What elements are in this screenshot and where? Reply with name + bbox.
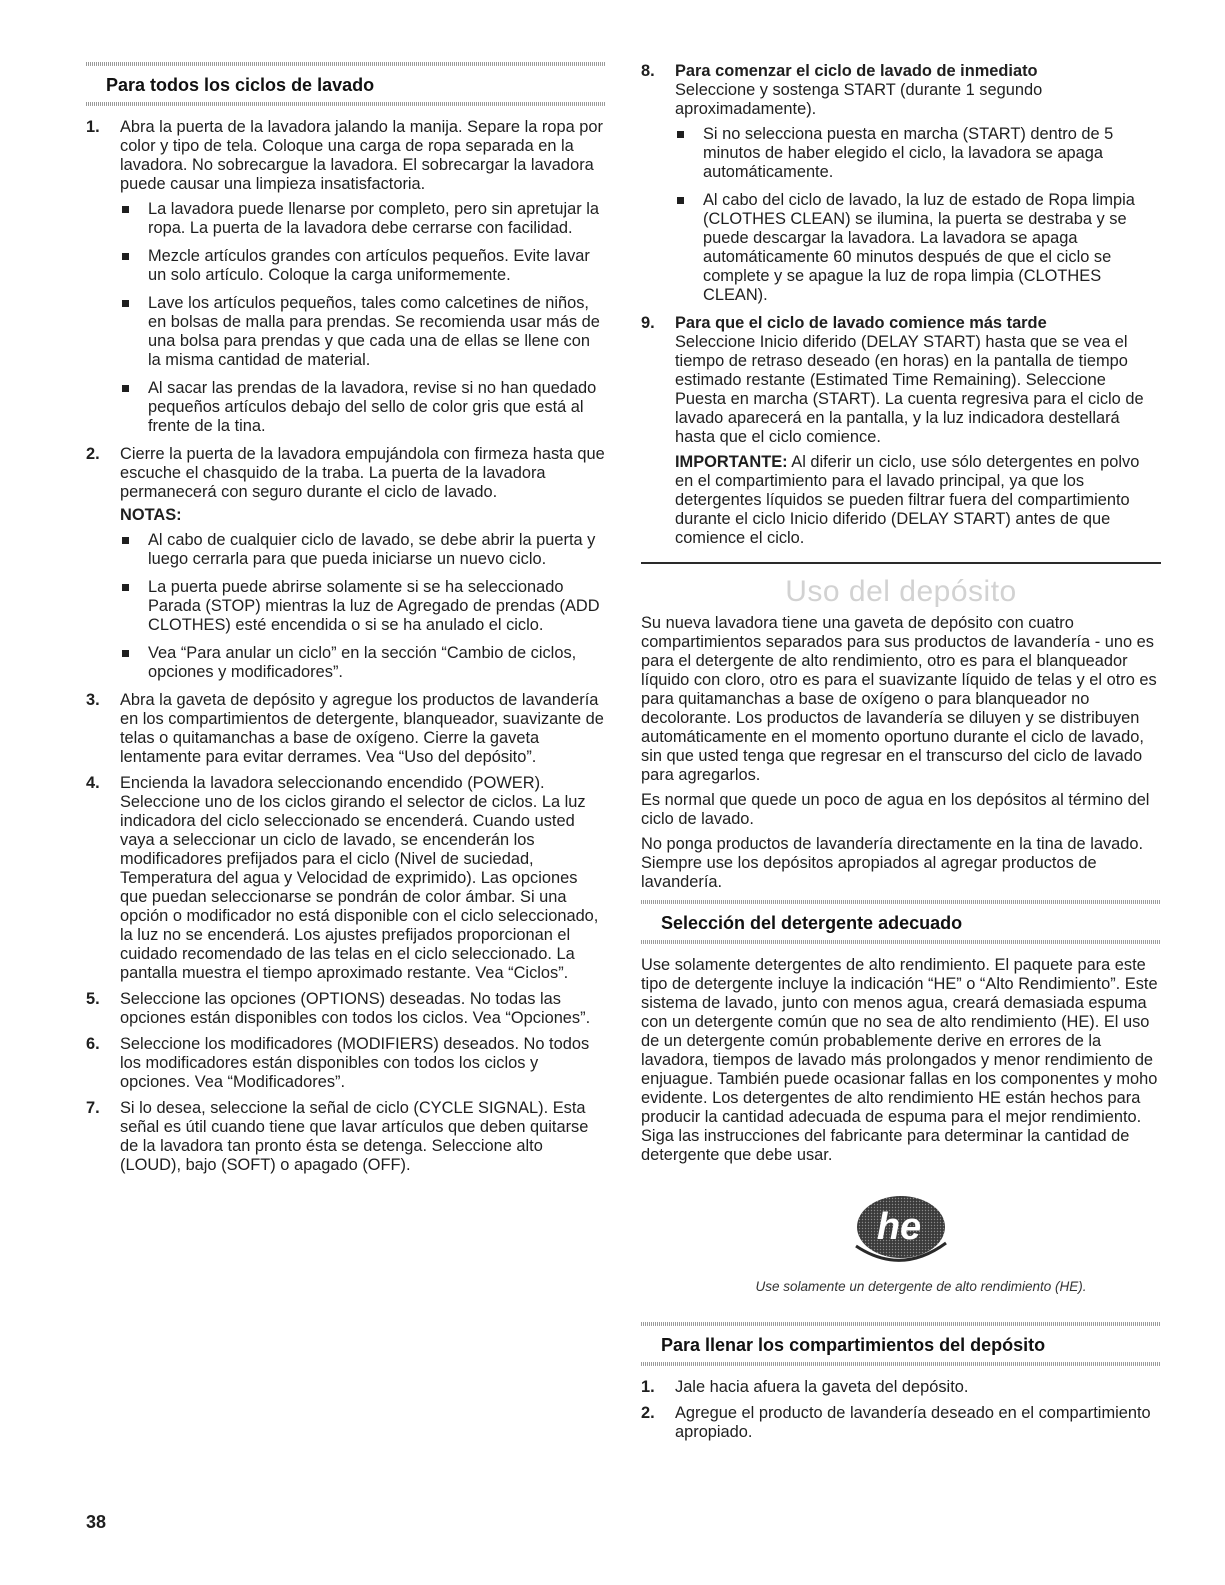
- important-note: [675, 453, 1161, 548]
- fill-step-item: [641, 1404, 1161, 1442]
- fill-steps-list: [641, 1378, 1161, 1442]
- step-text: Cierre la puerta de la lavadora empujándola con firmeza hasta que escuche el chasquido de la traba. La puerta de la lavadora permanecerá con seguro durante el ciclo de lavado.: [120, 445, 605, 501]
- bullet-list: [120, 531, 606, 682]
- step-text: Encienda la lavadora seleccionando encendido (POWER). Seleccione uno de los ciclos girando el selector de ciclos. La luz indicadora del ciclo seleccionado se encenderá. Cuando usted vaya a seleccionar un ciclo de lavado, se encenderán los modificadores prefijados para el ciclo (Nivel de suciedad, Temperatura del agua y Velocidad de exprimido). Las opciones que puedan seleccionarse se pondrán de color ámbar. Si una opción o modificador no está disponible con el ciclo seleccionado, la luz no se encenderá. Los ajustes prefijados proporcionan el cuidado recomendado de las telas en el ciclo seleccionado. La pantalla muestra el tiempo aproximado restante. Vea “Ciclos”.: [120, 774, 599, 982]
- wash-steps-list: [86, 118, 606, 1175]
- section-heading-detergent: Selección del detergente adecuado: [661, 913, 963, 933]
- deposit-paragraph: Es normal que quede un poco de agua en los depósitos al término del ciclo de lavado.: [641, 791, 1150, 828]
- he-logo-icon: [846, 1191, 956, 1269]
- step-item: [86, 1099, 606, 1175]
- step-text: Si lo desea, seleccione la señal de ciclo (CYCLE SIGNAL). Esta señal es útil cuando tiene que lavar artículos que deben quitarse de la lavadora tan pronto ésta se detenga. Seleccione alto (LOUD), bajo (SOFT) o apagado (OFF).: [120, 1099, 589, 1174]
- page-number: 38: [86, 1512, 107, 1532]
- bullet-item: La puerta puede abrirse solamente si se ha seleccionado Parada (STOP) mientras la luz de Agregado de prendas (ADD CLOTHES) esté encendida o si se ha anulado el ciclo.: [120, 578, 606, 635]
- deposit-paragraph: No ponga productos de lavandería directamente en la tina de lavado. Siempre use los depósitos apropiados al agregar productos de lavandería.: [641, 835, 1144, 891]
- bullet-list: [120, 200, 606, 436]
- bullet-item: La lavadora puede llenarse por completo, pero sin apretujar la ropa. La puerta de la lavadora debe cerrarse con facilidad.: [120, 200, 606, 238]
- step-text: Abra la puerta de la lavadora jalando la manija. Separe la ropa por color y tipo de tela. Coloque una carga de ropa separada en la lavadora. No sobrecargue la lavadora. El sobrecargar la lavadora puede causar una limpieza insatisfactoria.: [120, 118, 603, 193]
- section-heading-fill: Para llenar los compartimientos del depósito: [661, 1335, 1046, 1355]
- bullet-list: [675, 125, 1161, 305]
- step-heading: Para comenzar el ciclo de lavado de inmediato: [675, 62, 1038, 80]
- important-label: IMPORTANTE:: [675, 453, 788, 471]
- detergent-paragraph: Use solamente detergentes de alto rendimiento. El paquete para este tipo de detergente incluye la indicación “HE” o “Alto Rendimiento”. Este sistema de lavado, junto con menos agua, creará demasiada espuma con un detergente común que no sea de alto rendimiento (HE). El uso de un detergente común probablemente derive en errores de la lavadora, tiempos de lavado más prolongados y menor rendimiento de enjuague. También puede ocasionar fallas en los componentes y moho evidente. Los detergentes de alto rendimiento HE están hechos para producir la cantidad adecuada de espuma para el mejor rendimiento. Siga las instrucciones del fabricante para determinar la cantidad de detergente que debe usar.: [641, 956, 1158, 1164]
- step-text: Seleccione las opciones (OPTIONS) deseadas. No todas las opciones están disponibles con todos los ciclos. Vea “Opciones”.: [120, 990, 591, 1027]
- step-item: [86, 445, 606, 682]
- step-heading: Para que el ciclo de lavado comience más tarde: [675, 314, 1047, 332]
- step-item: [641, 62, 1161, 305]
- section-top-rule: [641, 900, 1161, 904]
- wash-steps-list-continued: [641, 62, 1161, 548]
- step-text: Seleccione los modificadores (MODIFIERS) deseados. No todos los modificadores están disponibles con todos los ciclos y opciones. Vea “Modificadores”.: [120, 1035, 590, 1091]
- step-number: 5.: [86, 990, 100, 1008]
- step-text: Seleccione Inicio diferido (DELAY START) hasta que se vea el tiempo de retraso deseado (en horas) en la pantalla de tiempo estimado restante (Estimated Time Remaining). Seleccione Puesta en marcha (START). La cuenta regresiva para el ciclo de lavado aparecerá en la pantalla, y la luz indicadora destellará hasta que el ciclo comience.: [675, 333, 1144, 446]
- fill-step-item: [641, 1378, 1161, 1397]
- left-column: [86, 62, 606, 1182]
- step-item: [86, 1035, 606, 1092]
- step-number: 6.: [86, 1035, 100, 1053]
- step-text: Agregue el producto de lavandería deseado en el compartimiento apropiado.: [675, 1404, 1151, 1441]
- right-column: [641, 62, 1161, 1449]
- bullet-item: Lave los artículos pequeños, tales como calcetines de niños, en bolsas de malla para prendas. Se recomienda usar más de una bolsa para prendas y que cada una de ellas se llene con la misma cantidad de material.: [120, 294, 606, 370]
- section-divider: [641, 562, 1161, 564]
- step-number: 2.: [641, 1404, 655, 1422]
- step-item: [641, 314, 1161, 548]
- bullet-item: Vea “Para anular un ciclo” en la sección “Cambio de ciclos, opciones y modificadores”.: [120, 644, 606, 682]
- section-top-rule: [86, 62, 606, 66]
- step-item: [86, 990, 606, 1028]
- bullet-item: Al cabo del ciclo de lavado, la luz de estado de Ropa limpia (CLOTHES CLEAN) se ilumina, la puerta se destraba y se puede descargar la lavadora. La lavadora se apaga automáticamente 60 minutos después de que el ciclo se complete y se apague la luz de ropa limpia (CLOTHES CLEAN).: [675, 191, 1161, 305]
- step-item: [86, 118, 606, 436]
- step-item: [86, 774, 606, 983]
- deposit-section-title: Uso del depósito: [785, 575, 1017, 608]
- section-heading-all-cycles: Para todos los ciclos de lavado: [106, 75, 375, 95]
- step-text: Abra la gaveta de depósito y agregue los productos de lavandería en los compartimientos de detergente, blanqueador, suavizante de telas o quitamanchas a base de oxígeno. Cierre la gaveta lentamente para evitar derrames. Vea “Uso del depósito”.: [120, 691, 604, 766]
- step-item: [86, 691, 606, 767]
- step-number: 2.: [86, 445, 100, 463]
- step-number: 1.: [86, 118, 100, 136]
- section-bottom-rule: [641, 1362, 1161, 1366]
- he-logo-text: he: [876, 1206, 922, 1248]
- step-text: Seleccione y sostenga START (durante 1 segundo aproximadamente).: [675, 81, 1043, 118]
- section-top-rule: [641, 1322, 1161, 1326]
- notes-heading: NOTAS:: [120, 506, 182, 524]
- bullet-item: Al sacar las prendas de la lavadora, revise si no han quedado pequeños artículos debajo del sello de color gris que está al frente de la tina.: [120, 379, 606, 436]
- bullet-item: Mezcle artículos grandes con artículos pequeños. Evite lavar un solo artículo. Coloque la carga uniformemente.: [120, 247, 606, 285]
- step-number: 1.: [641, 1378, 655, 1396]
- step-number: 7.: [86, 1099, 100, 1117]
- step-number: 8.: [641, 62, 655, 80]
- important-text: Al diferir un ciclo, use sólo detergentes en polvo en el compartimiento para el lavado principal, ya que los detergentes líquidos se pueden filtrar fuera del compartimiento durante el ciclo Inicio diferido (DELAY START) antes de que comience el ciclo.: [675, 453, 1140, 547]
- section-bottom-rule: [641, 940, 1161, 944]
- step-number: 9.: [641, 314, 655, 332]
- step-number: 4.: [86, 774, 100, 792]
- bullet-item: Al cabo de cualquier ciclo de lavado, se debe abrir la puerta y luego cerrarla para que pueda iniciarse un nuevo ciclo.: [120, 531, 606, 569]
- he-logo-caption: Use solamente un detergente de alto rendimiento (HE).: [755, 1279, 1087, 1294]
- step-text: Jale hacia afuera la gaveta del depósito.: [675, 1378, 969, 1396]
- section-bottom-rule: [86, 102, 606, 106]
- deposit-paragraph: Su nueva lavadora tiene una gaveta de depósito con cuatro compartimientos separados para sus productos de lavandería - uno es para el detergente de alto rendimiento, otro es para el blanqueador líquido con cloro, otro es para el suavizante líquido de telas y el otro es para quitamanchas a base de oxígeno o para blanqueador no decolorante. Los productos de lavandería se diluyen y se distribuyen automáticamente en el momento oportuno durante el ciclo de lavado, sin que usted tenga que regresar en el transcurso del ciclo de lavado para agregarlos.: [641, 614, 1157, 784]
- bullet-item: Si no selecciona puesta en marcha (START) dentro de 5 minutos de haber elegido el ciclo, la lavadora se apaga automáticamente.: [675, 125, 1161, 182]
- step-number: 3.: [86, 691, 100, 709]
